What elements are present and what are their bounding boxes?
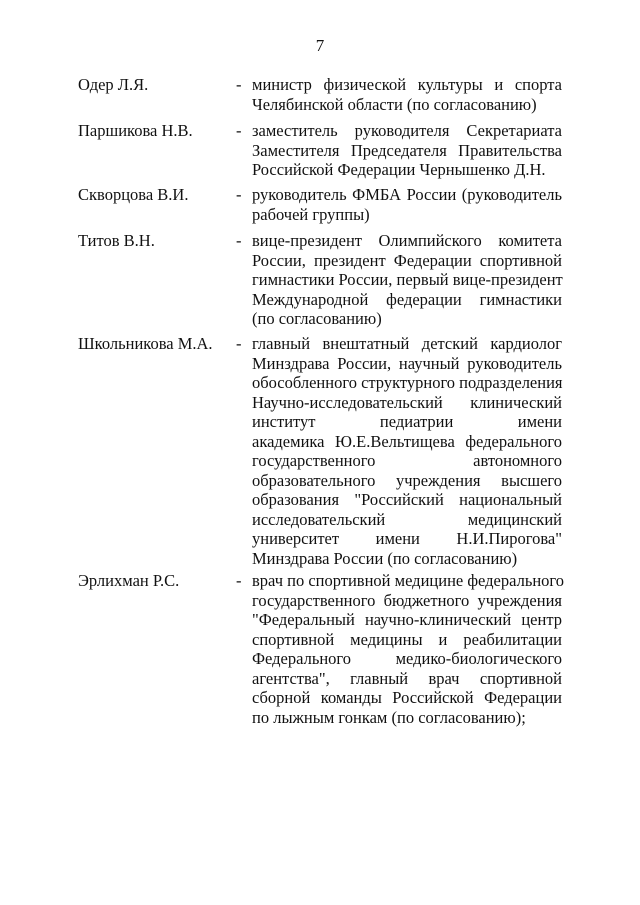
dash-separator: - <box>236 231 242 250</box>
member-position <box>252 121 562 180</box>
member-name: Школьникова М.А. <box>78 334 213 353</box>
position-line: врач по спортивной медицине федерального <box>252 571 565 590</box>
position-line: спортивной медицины и реабилитации <box>252 629 562 649</box>
member-position <box>252 75 562 114</box>
position-line: образовательного учреждения высшего <box>252 470 562 490</box>
dash-separator: - <box>236 571 242 590</box>
member-position <box>252 185 562 224</box>
position-line: министр физической культуры и спорта <box>252 75 562 94</box>
position-line: заместитель руководителя Секретариата <box>252 121 562 140</box>
member-name: Одер Л.Я. <box>78 75 149 94</box>
dash-separator: - <box>236 121 242 140</box>
position-line: Минздрава России (по согласованию) <box>252 548 518 568</box>
position-line: рабочей группы) <box>252 204 370 224</box>
position-line: академика Ю.Е.Вельтищева федерального <box>252 431 562 451</box>
position-line: сборной команды Российской Федерации <box>252 688 562 707</box>
position-line: гимнастики России, первый вице-президент <box>252 270 563 289</box>
position-line: государственного бюджетного учреждения <box>252 590 562 610</box>
position-line: институт педиатрии имени <box>252 412 562 431</box>
position-line: государственного автономного <box>252 451 562 470</box>
page-number: 7 <box>315 36 325 55</box>
member-position <box>252 571 565 727</box>
position-line: России, президент Федерации спортивной <box>252 250 562 270</box>
member-name: Эрлихман Р.С. <box>78 571 180 590</box>
position-line: Заместителя Председателя Правительства <box>252 140 562 160</box>
position-line: Федерального медико-биологического <box>252 649 562 668</box>
position-line: вице-президент Олимпийского комитета <box>252 231 562 250</box>
dash-separator: - <box>236 75 242 94</box>
position-line: образования "Российский национальный <box>252 490 562 509</box>
position-line: по лыжным гонкам (по согласованию); <box>252 707 526 727</box>
dash-separator: - <box>236 334 242 353</box>
position-line: Научно-исследовательский клинический <box>252 392 562 412</box>
position-line: руководитель ФМБА России (руководитель <box>252 185 562 204</box>
member-name: Титов В.Н. <box>78 231 155 250</box>
position-line: Минздрава России, научный руководитель <box>252 353 562 373</box>
position-line: Российской Федерации Чернышенко Д.Н. <box>252 160 546 179</box>
position-line: обособленного структурного подразделения <box>252 373 563 392</box>
position-line: Международной федерации гимнастики <box>252 289 562 309</box>
position-line: (по согласованию) <box>252 309 382 328</box>
position-line: Челябинской области (по согласованию) <box>252 94 537 114</box>
position-line: агентства", главный врач спортивной <box>252 668 562 688</box>
position-line: исследовательский медицинский <box>252 509 562 529</box>
member-name: Паршикова Н.В. <box>78 121 193 140</box>
position-line: университет имени Н.И.Пирогова" <box>252 529 562 548</box>
member-position <box>252 231 562 329</box>
position-line: "Федеральный научно-клинический центр <box>252 610 562 629</box>
position-line: главный внештатный детский кардиолог <box>252 334 562 353</box>
member-name: Скворцова В.И. <box>78 185 189 204</box>
member-position <box>252 334 562 568</box>
dash-separator: - <box>236 185 242 204</box>
